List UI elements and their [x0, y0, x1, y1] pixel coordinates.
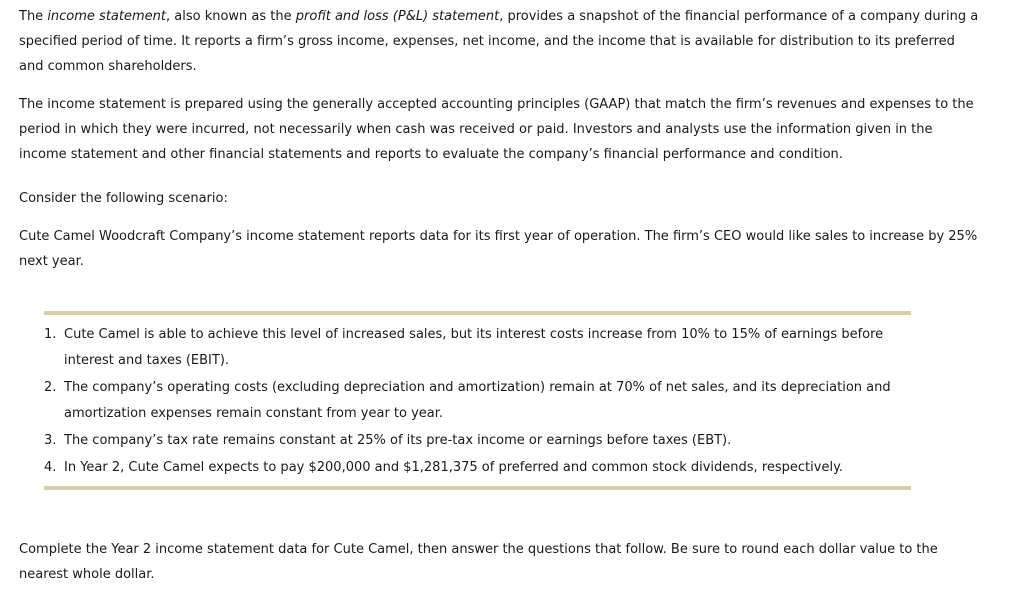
assumption-number: 1. [44, 327, 57, 342]
assumption-text: Cute Camel is able to achieve this level of increased sales, but its interest costs increase from 10% to 15% of earnings before interest and taxes (EBIT). [64, 327, 884, 368]
assumption-item [44, 375, 904, 427]
assumptions-bottom-rule [44, 486, 911, 490]
assumption-text: The company’s tax rate remains constant at 25% of its pre-tax income or earnings before taxes (EBT). [64, 433, 732, 448]
assumptions-list [44, 322, 904, 482]
intro-text: The [19, 9, 48, 24]
assumption-item [44, 428, 904, 454]
assumptions-top-rule [44, 311, 911, 315]
assumption-number: 2. [44, 380, 57, 395]
term-income-statement: income statement [47, 9, 166, 24]
assumption-text: In Year 2, Cute Camel expects to pay $200,000 and $1,281,375 of preferred and common stock dividends, respectively. [64, 460, 844, 475]
term-pl-statement: profit and loss (P&L) statement [295, 9, 500, 24]
assumption-text: The company’s operating costs (excluding depreciation and amortization) remain at 70% of net sales, and its depreciation and amortization expenses remain constant from year to year. [64, 380, 891, 421]
intro-text: , provides a snapshot of the financial performance of a company during a specified period of time. It reports a firm’s gross income, expenses, net income, and the income that is available for distribution to its preferred and common shareholders. [19, 9, 979, 74]
intro-paragraph-1 [19, 4, 979, 79]
assumption-number: 4. [44, 460, 57, 475]
assumption-item [44, 455, 904, 481]
scenario-prompt: Consider the following scenario: [19, 191, 228, 206]
scenario-description: Cute Camel Woodcraft Company’s income statement reports data for its first year of operation. The firm’s CEO would like sales to increase by 25% next year. [19, 229, 978, 269]
instructions-paragraph: Complete the Year 2 income statement data for Cute Camel, then answer the questions that follow. Be sure to round each dollar value to the nearest whole dollar. [19, 542, 938, 582]
assumption-number: 3. [44, 433, 57, 448]
intro-paragraph-2: The income statement is prepared using the generally accepted accounting principles (GAAP) that match the firm’s revenues and expenses to the period in which they were incurred, not necessarily when cash was received or paid. Investors and analysts use the information given in the income statement and other financial statements and reports to evaluate the company’s financial performance and condition. [19, 97, 974, 162]
intro-text: , also known as the [166, 9, 296, 24]
assumption-item [44, 322, 904, 374]
